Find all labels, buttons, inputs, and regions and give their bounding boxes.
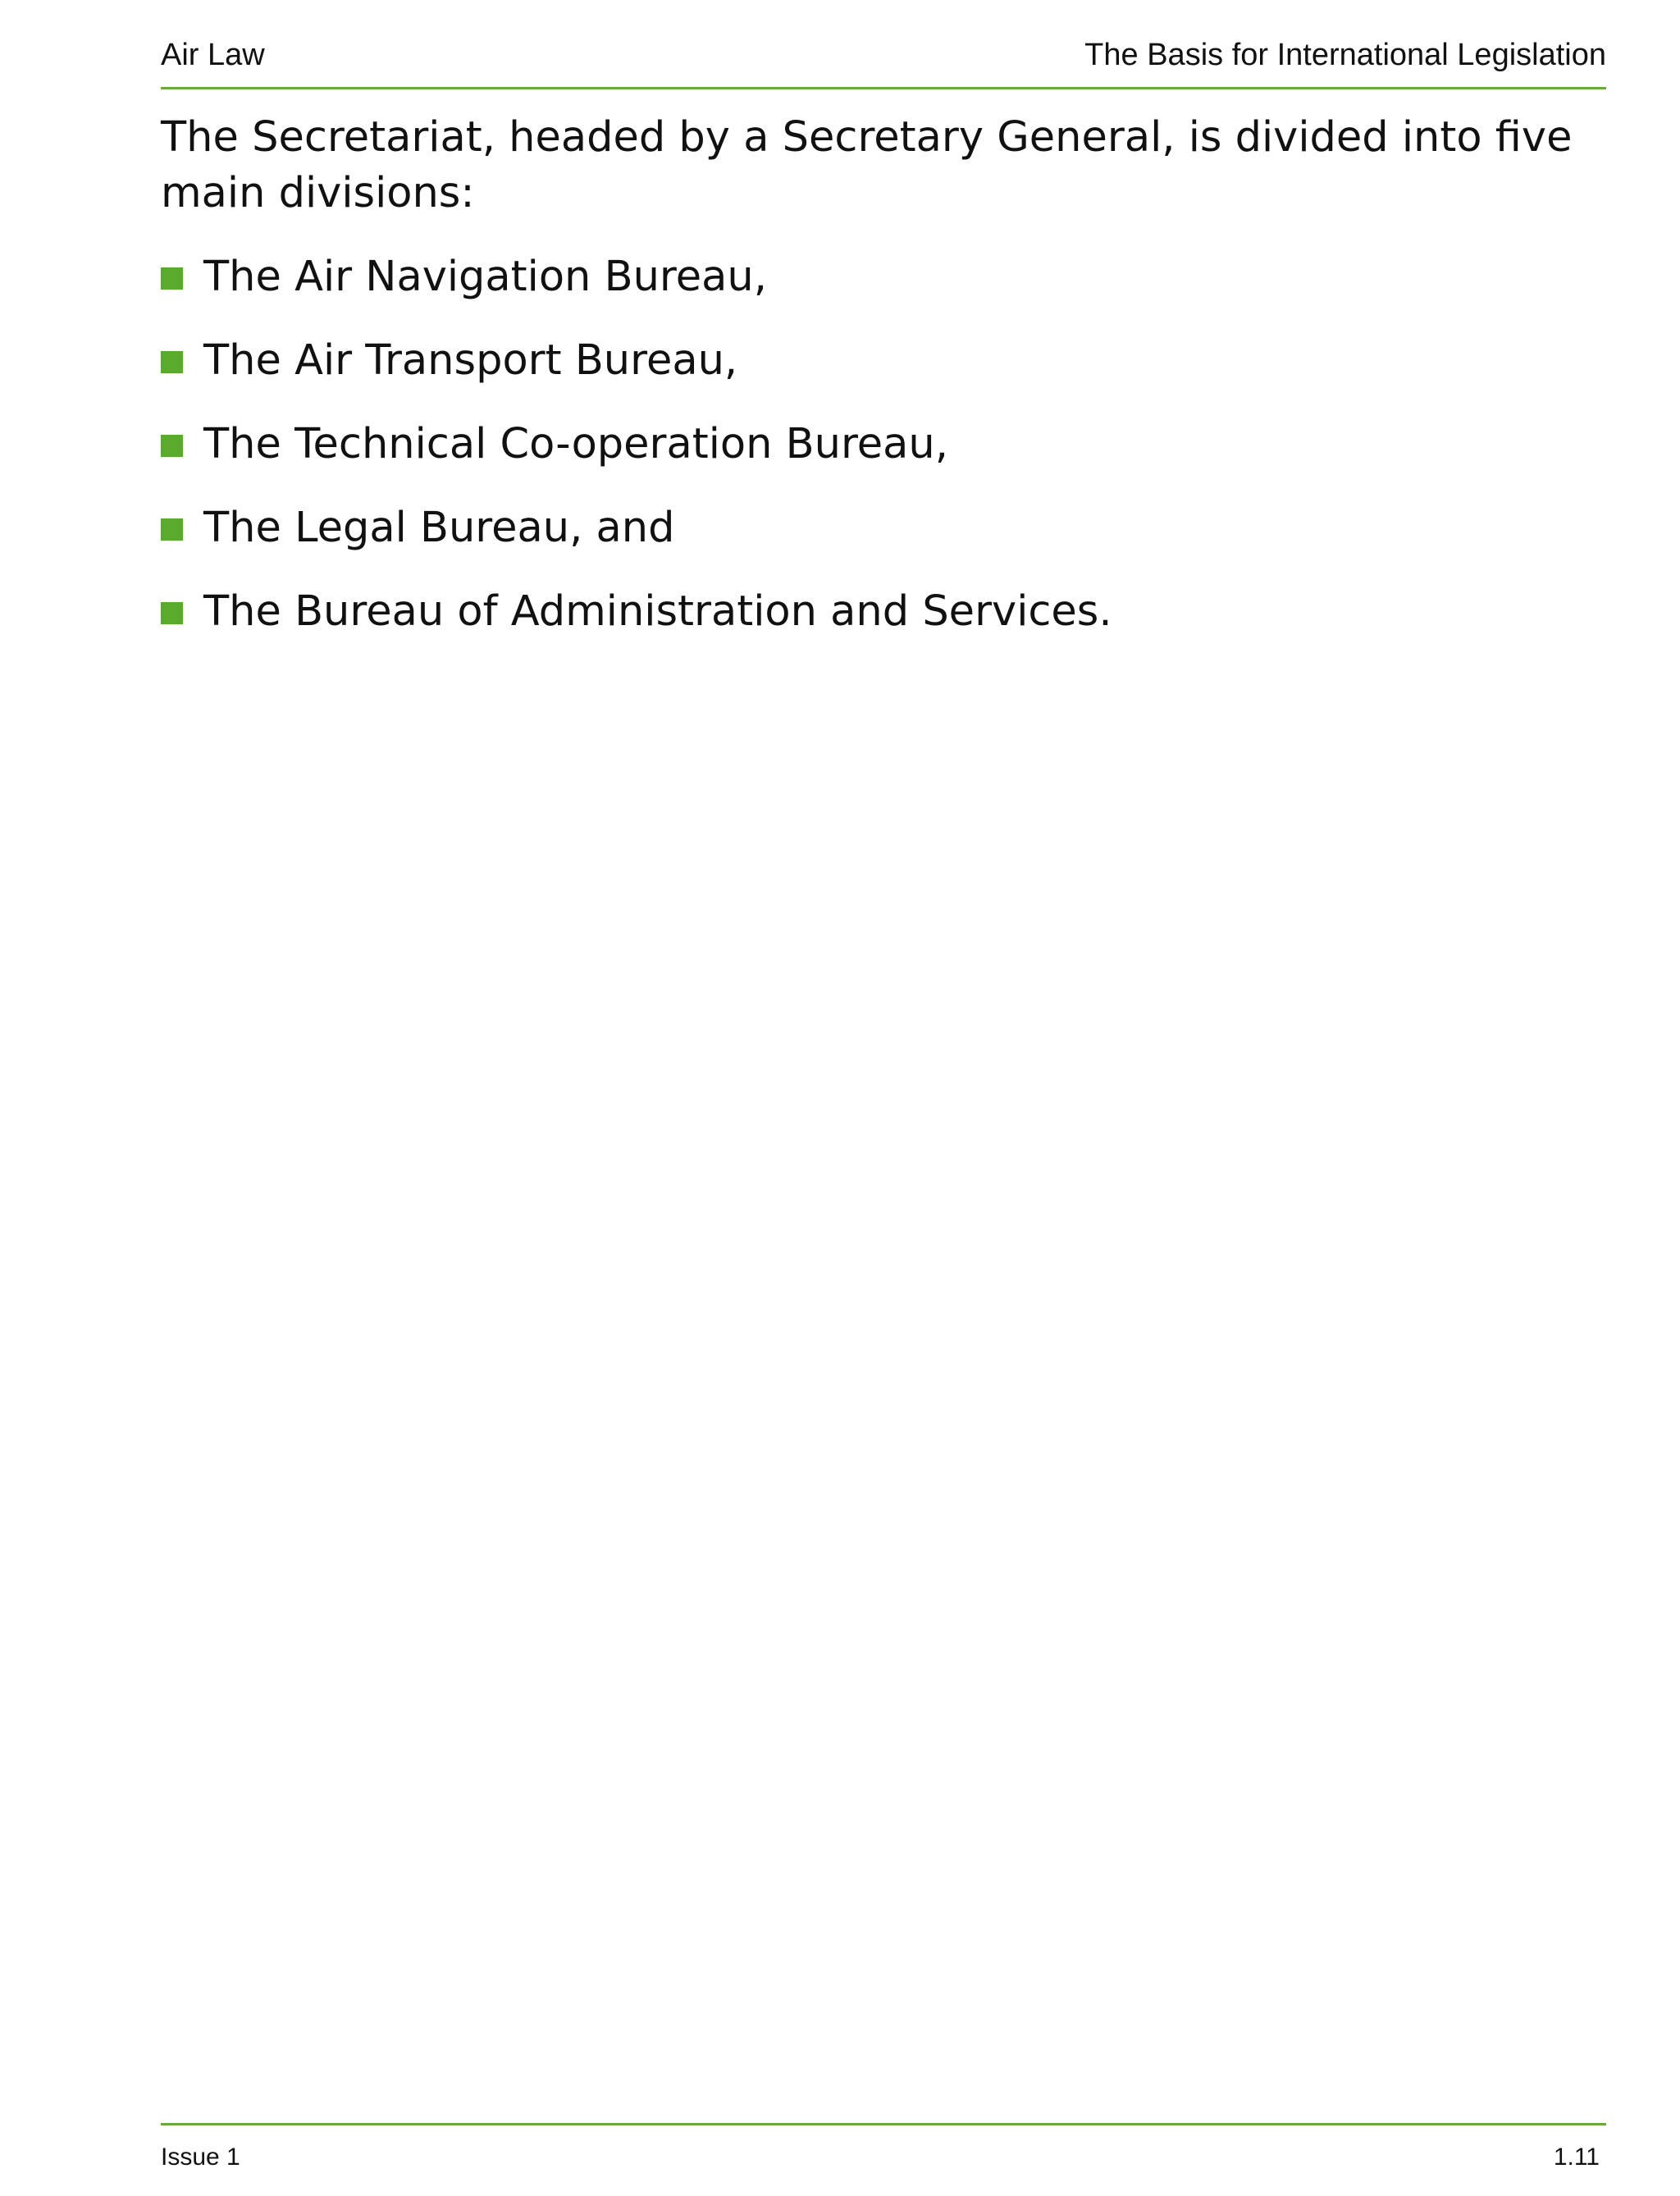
list-item [161, 333, 1582, 417]
green-square-bullet-icon [161, 267, 183, 290]
issue-label: Issue 1 [161, 2143, 240, 2171]
green-square-bullet-icon [161, 518, 183, 541]
list-item-text: The Technical Co-operation Bureau, [203, 420, 948, 468]
list-item-text: The Air Transport Bureau, [203, 336, 738, 385]
list-item [161, 584, 1582, 668]
green-square-bullet-icon [161, 602, 183, 624]
list-item [161, 249, 1582, 333]
list-item-text: The Air Navigation Bureau, [203, 253, 767, 301]
page-header [161, 33, 1606, 89]
intro-paragraph: The Secretariat, headed by a Secretary General, is divided into five main divisions: [161, 113, 1573, 217]
list-item-text: The Bureau of Administration and Services. [203, 587, 1112, 636]
list-item [161, 417, 1582, 500]
green-square-bullet-icon [161, 351, 183, 373]
list-item [161, 500, 1582, 584]
header-chapter-title: The Basis for International Legislation [1084, 38, 1606, 72]
page-number: 1.11 [1553, 2143, 1600, 2171]
page-content [161, 110, 1582, 668]
divisions-list [161, 249, 1582, 668]
page-footer [161, 2123, 1606, 2175]
list-item-text: The Legal Bureau, and [203, 504, 675, 552]
header-book-title: Air Law [161, 38, 265, 72]
green-square-bullet-icon [161, 435, 183, 457]
